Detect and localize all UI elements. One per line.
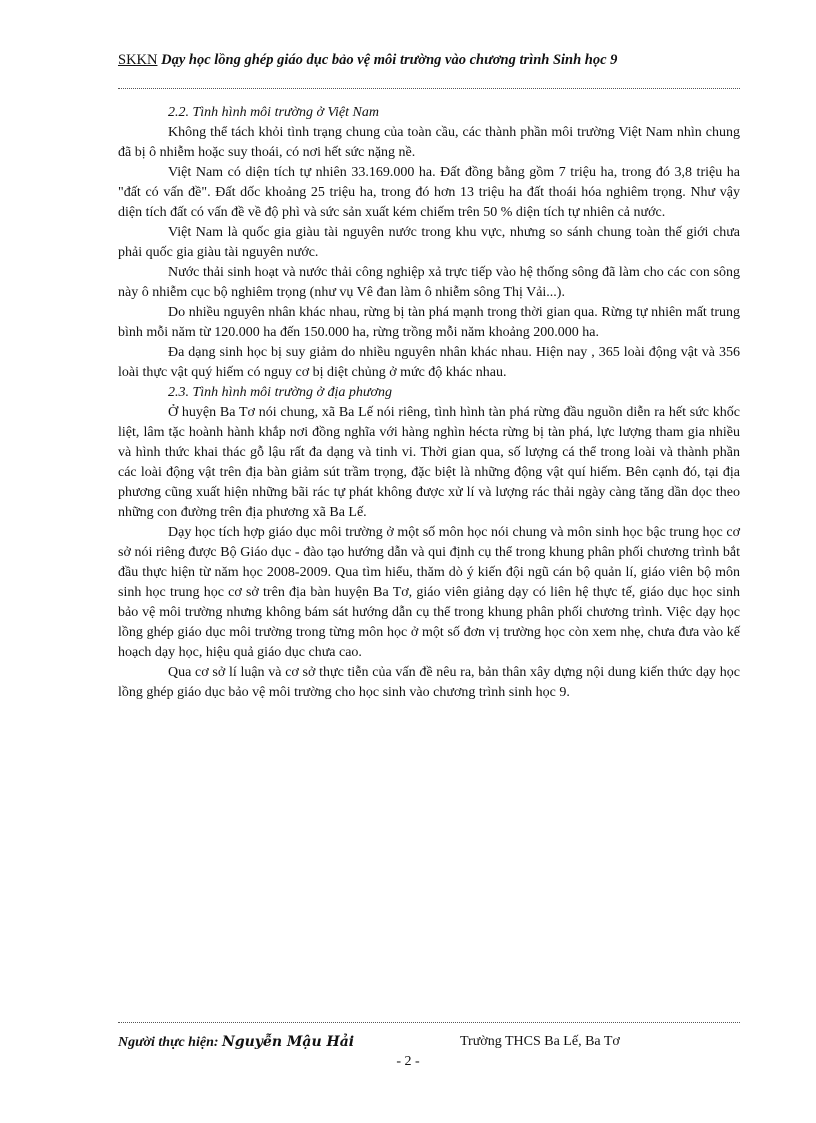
page-header	[118, 52, 738, 69]
paragraph: Ở huyện Ba Tơ nói chung, xã Ba Lế nói riêng, tình hình tàn phá rừng đầu nguồn diễn ra hết sức khốc liệt, lâm tặc hoành hành khắp nơi đồng nghĩa với hàng nghìn hécta rừng bị tàn phá, lực lượng tham gia nhiều và hình thức khai thác gỗ lậu rất đa dạng và tinh vi. Thời gian qua, số lượng cá thể trong loài và thành phần các loài động vật trên địa bàn giảm sút trầm trọng, đặc biệt là những động vật quí hiếm. Bên cạnh đó, tại địa phương cũng xuất hiện những bãi rác tự phát không được xử lí và lượng rác thải ngày càng tăng dần dọc theo những con đường trên địa phương xã Ba Lế.	[118, 405, 740, 520]
paragraph: Không thể tách khỏi tình trạng chung của toàn cầu, các thành phần môi trường Việt Nam nhìn chung đã bị ô nhiễm hoặc suy thoái, có nơi hết sức nặng nề.	[118, 125, 740, 160]
paragraph: Qua cơ sở lí luận và cơ sở thực tiễn của vấn đề nêu ra, bản thân xây dựng nội dung kiến thức dạy học lồng ghép giáo dục bảo vệ môi trường cho học sinh vào chương trình sinh học 9.	[118, 665, 740, 700]
header-tag: SKKN	[118, 52, 158, 68]
paragraph: Nước thải sinh hoạt và nước thải công nghiệp xả trực tiếp vào hệ thống sông đã làm cho các con sông này ô nhiễm cục bộ nghiêm trọng (như vụ Vê đan làm ô nhiễm sông Thị Vải...).	[118, 265, 740, 300]
paragraph: Do nhiều nguyên nhân khác nhau, rừng bị tàn phá mạnh trong thời gian qua. Rừng tự nhiên mất trung bình mỗi năm từ 120.000 ha đến 150.000 ha, rừng trồng mỗi năm khoảng 200.000 ha.	[118, 305, 740, 340]
header-divider	[118, 88, 740, 89]
section-heading-environment-local: 2.3. Tình hình môi trường ở địa phương	[168, 385, 392, 400]
page-number: - 2 -	[396, 1054, 420, 1069]
paragraph: Đa dạng sinh học bị suy giảm do nhiều nguyên nhân khác nhau. Hiện nay , 365 loài động vật và 356 loài thực vật quý hiếm có nguy cơ bị diệt chủng ở mức độ khác nhau.	[118, 345, 740, 380]
document-body	[118, 103, 740, 703]
author-label: Người thực hiện:	[118, 1035, 219, 1050]
page-footer	[118, 1034, 740, 1051]
footer-divider	[118, 1022, 740, 1023]
header-title: Dạy học lồng ghép giáo dục bảo vệ môi trường vào chương trình Sinh học 9	[161, 52, 618, 68]
author-name: Nguyễn Mậu Hải	[222, 1034, 355, 1050]
paragraph: Việt Nam là quốc gia giàu tài nguyên nước trong khu vực, nhưng so sánh chung toàn thế giới chưa phải quốc gia giàu tài nguyên nước.	[118, 225, 740, 260]
school-name: Trường THCS Ba Lế, Ba Tơ	[460, 1034, 620, 1049]
section-heading-environment-vietnam: 2.2. Tình hình môi trường ở Việt Nam	[168, 105, 379, 120]
paragraph: Dạy học tích hợp giáo dục môi trường ở một số môn học nói chung và môn sinh học bậc trung học cơ sở nói riêng được Bộ Giáo dục - đào tạo hướng dẫn và qui định cụ thể trong khung phân phối chương trình bắt đầu thực hiện từ năm học 2008-2009. Qua tìm hiểu, thăm dò ý kiến đội ngũ cán bộ quản lí, giáo viên bộ môn sinh học trung học cơ sở trên địa bàn huyện Ba Tơ, giáo viên giảng dạy có liên hệ thực tế, giáo dục học sinh bảo vệ môi trường nhưng không bám sát hướng dẫn cụ thể trong khung phân phối chương trình. Việc dạy học lồng ghép giáo dục môi trường trong từng môn học ở một số đơn vị trường học còn xem nhẹ, chưa đưa vào kế hoạch dạy học, hiệu quả giáo dục chưa cao.	[118, 525, 740, 660]
paragraph: Việt Nam có diện tích tự nhiên 33.169.000 ha. Đất đồng bằng gồm 7 triệu ha, trong đó 3,8 triệu ha "đất có vấn đề". Đất dốc khoảng 25 triệu ha, trong đó hơn 13 triệu ha đất thoái hóa nghiêm trọng. Như vậy diện tích đất có vấn đề về độ phì và sức sản xuất kém chiếm trên 50 % diện tích tự nhiên cả nước.	[118, 165, 740, 220]
